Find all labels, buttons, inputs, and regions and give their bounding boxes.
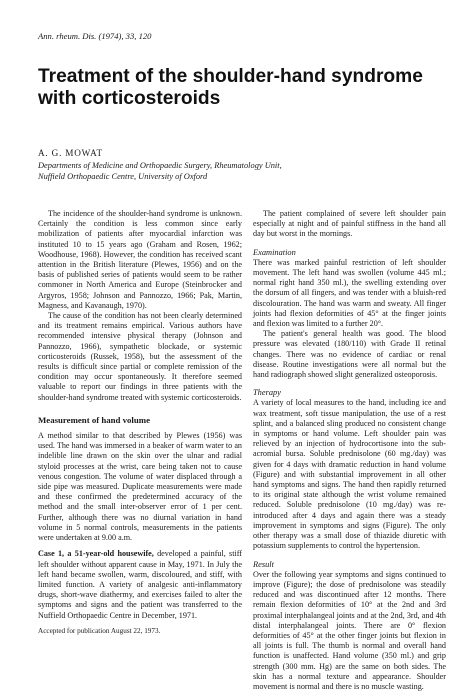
- intro-paragraph-1: The incidence of the shoulder-hand syndrome is unknown. Certainly the condition is less common since early mobilization of patients after myocardial infarction was instituted 10 to 15 years ago (Graham and Rosen, 1962; Woodhouse, 1968). However, the condition has received scant attention in the British literature (Plewes, 1956) and on the basis of published series of patients would seem to be rather commoner in North America and Europe (Steinbrocker and Argyros, 1958; Johnson and Pannozzo, 1966; Pak, Martin, Magness, and Kavanaugh, 1970).: [38, 209, 242, 310]
- left-column: [38, 209, 242, 636]
- author-name: A. G. MOWAT: [38, 148, 103, 158]
- case-heading: Case 1, a 51-year-old housewife,: [38, 549, 154, 559]
- subsection-heading-result: Result: [253, 559, 274, 569]
- accepted-footnote: Accepted for publication August 22, 1973.: [38, 626, 161, 635]
- case-text: developed a painful, stiff left shoulder without apparent cause in May, 1971. In July the left hand became swollen, warm, discoloured, and stiff, with limited function. A variety of analgesic anti-inflammatory drugs, short-wave diathermy, and exercises failed to alter the symptoms and signs and the patient was transferred to the Nuffield Orthopaedic Centre in December, 1971.: [38, 549, 242, 620]
- complaint-paragraph: The patient complained of severe left shoulder pain especially at night and of painful stiffness in the hand all day but worst in the mornings.: [253, 209, 446, 239]
- subsection-heading-examination: Examination: [253, 247, 296, 257]
- affiliation-line-1: Departments of Medicine and Orthopaedic Surgery, Rheumatology Unit,: [38, 161, 282, 170]
- measurement-paragraph: A method similar to that described by Plewes (1956) was used. The hand was immersed in a beaker of warm water to an indelible line drawn on the skin over the ulnar and radial styloid processes at the wrist, care being taken not to cause venous congestion. The volume of water displaced through a side pipe was measured. Duplicate measurements were made and these confirmed the predetermined accuracy of the method and the small inter-observer error of 1 per cent. Further, although there was no diurnal variation in hand volume in 5 normal controls, measurements in the patients were undertaken at 9.00 a.m.: [38, 431, 242, 543]
- intro-paragraph-2: The cause of the condition has not been clearly determined and its treatment remains empirical. Various authors have recommended intensive physical therapy (Johnson and Pannozzo, 1966), sympathetic blockade, or systemic corticosteroids (Russek, 1958), but the assessment of the results is difficult since partial or complete remission of the condition may occur spontaneously. It therefore seemed valuable to report our findings in three patients with the shoulder-hand syndrome treated with systemic corticosteroids.: [38, 311, 242, 402]
- therapy-paragraph: A variety of local measures to the hand, including ice and wax treatment, soft tissue manipulation, the use of a rest splint, and a balanced sling produced no consistent change in symptoms or hand volume. Left shoulder pain was relieved by an injection of hydrocortisone into the sub-acromial bursa. Soluble prednisolone (60 mg./day) was given for 4 days with dramatic reduction in hand volume (Figure) and with substantial improvement in all other hand symptoms and signs. The hand then rapidly returned to its original state although the wrist volume remained reduced. Soluble prednisolone (10 mg./day) was re-introduced after 4 days and again there was a steady improvement in symptoms and signs (Figure). The only other therapy was a small dose of thiazide diuretic with potassium supplements to control the hypertension.: [253, 398, 446, 551]
- case-paragraph: [38, 549, 242, 620]
- section-heading-measurement: Measurement of hand volume: [38, 414, 150, 425]
- affiliation-line-2: Nuffield Orthopaedic Centre, University of Oxford: [38, 172, 208, 181]
- journal-citation: Ann. rheum. Dis. (1974), 33, 120: [38, 31, 152, 41]
- examination-paragraph-1: There was marked painful restriction of left shoulder movement. The left hand was swollen (volume 445 ml.; normal right hand 350 ml.), the swelling extending over the dorsum of all fingers, and was tender with a bluish-red discolouration. The hand was warm and sweaty. All finger joints had flexion deformities of 45° at the finger joints and flexion was limited to a further 20°.: [253, 257, 446, 329]
- examination-paragraph-2: The patient's general health was good. The blood pressure was elevated (180/110) with Grade II retinal changes. There was no evidence of cardiac or renal disease. Routine investigations were all normal but the hand radiograph showed slight generalized osteoporosis.: [253, 329, 446, 380]
- right-column: [253, 209, 446, 692]
- subsection-heading-therapy: Therapy: [253, 388, 281, 398]
- article-title: Treatment of the shoulder-hand syndrome with corticosteroids: [38, 66, 423, 109]
- result-paragraph: Over the following year symptoms and signs continued to improve (Figure); the dose of prednisolone was steadily reduced and was discontinued after 12 months. There remain flexion deformities of 10° at the 2nd and 3rd proximal interphalangeal joints and at the 2nd, 3rd, and 4th distal interphalangeal joints. There are 0° flexion deformities of 45° at the other finger joints but flexion in all joints is full. The thumb is normal and overall hand function is unaffected. Hand volume (350 ml.) and grip strength (300 mm. Hg) are the same on both sides. The skin has a normal texture and appearance. Shoulder movement is normal and there is no muscle wasting.: [253, 569, 446, 691]
- author-affiliation: [38, 160, 448, 182]
